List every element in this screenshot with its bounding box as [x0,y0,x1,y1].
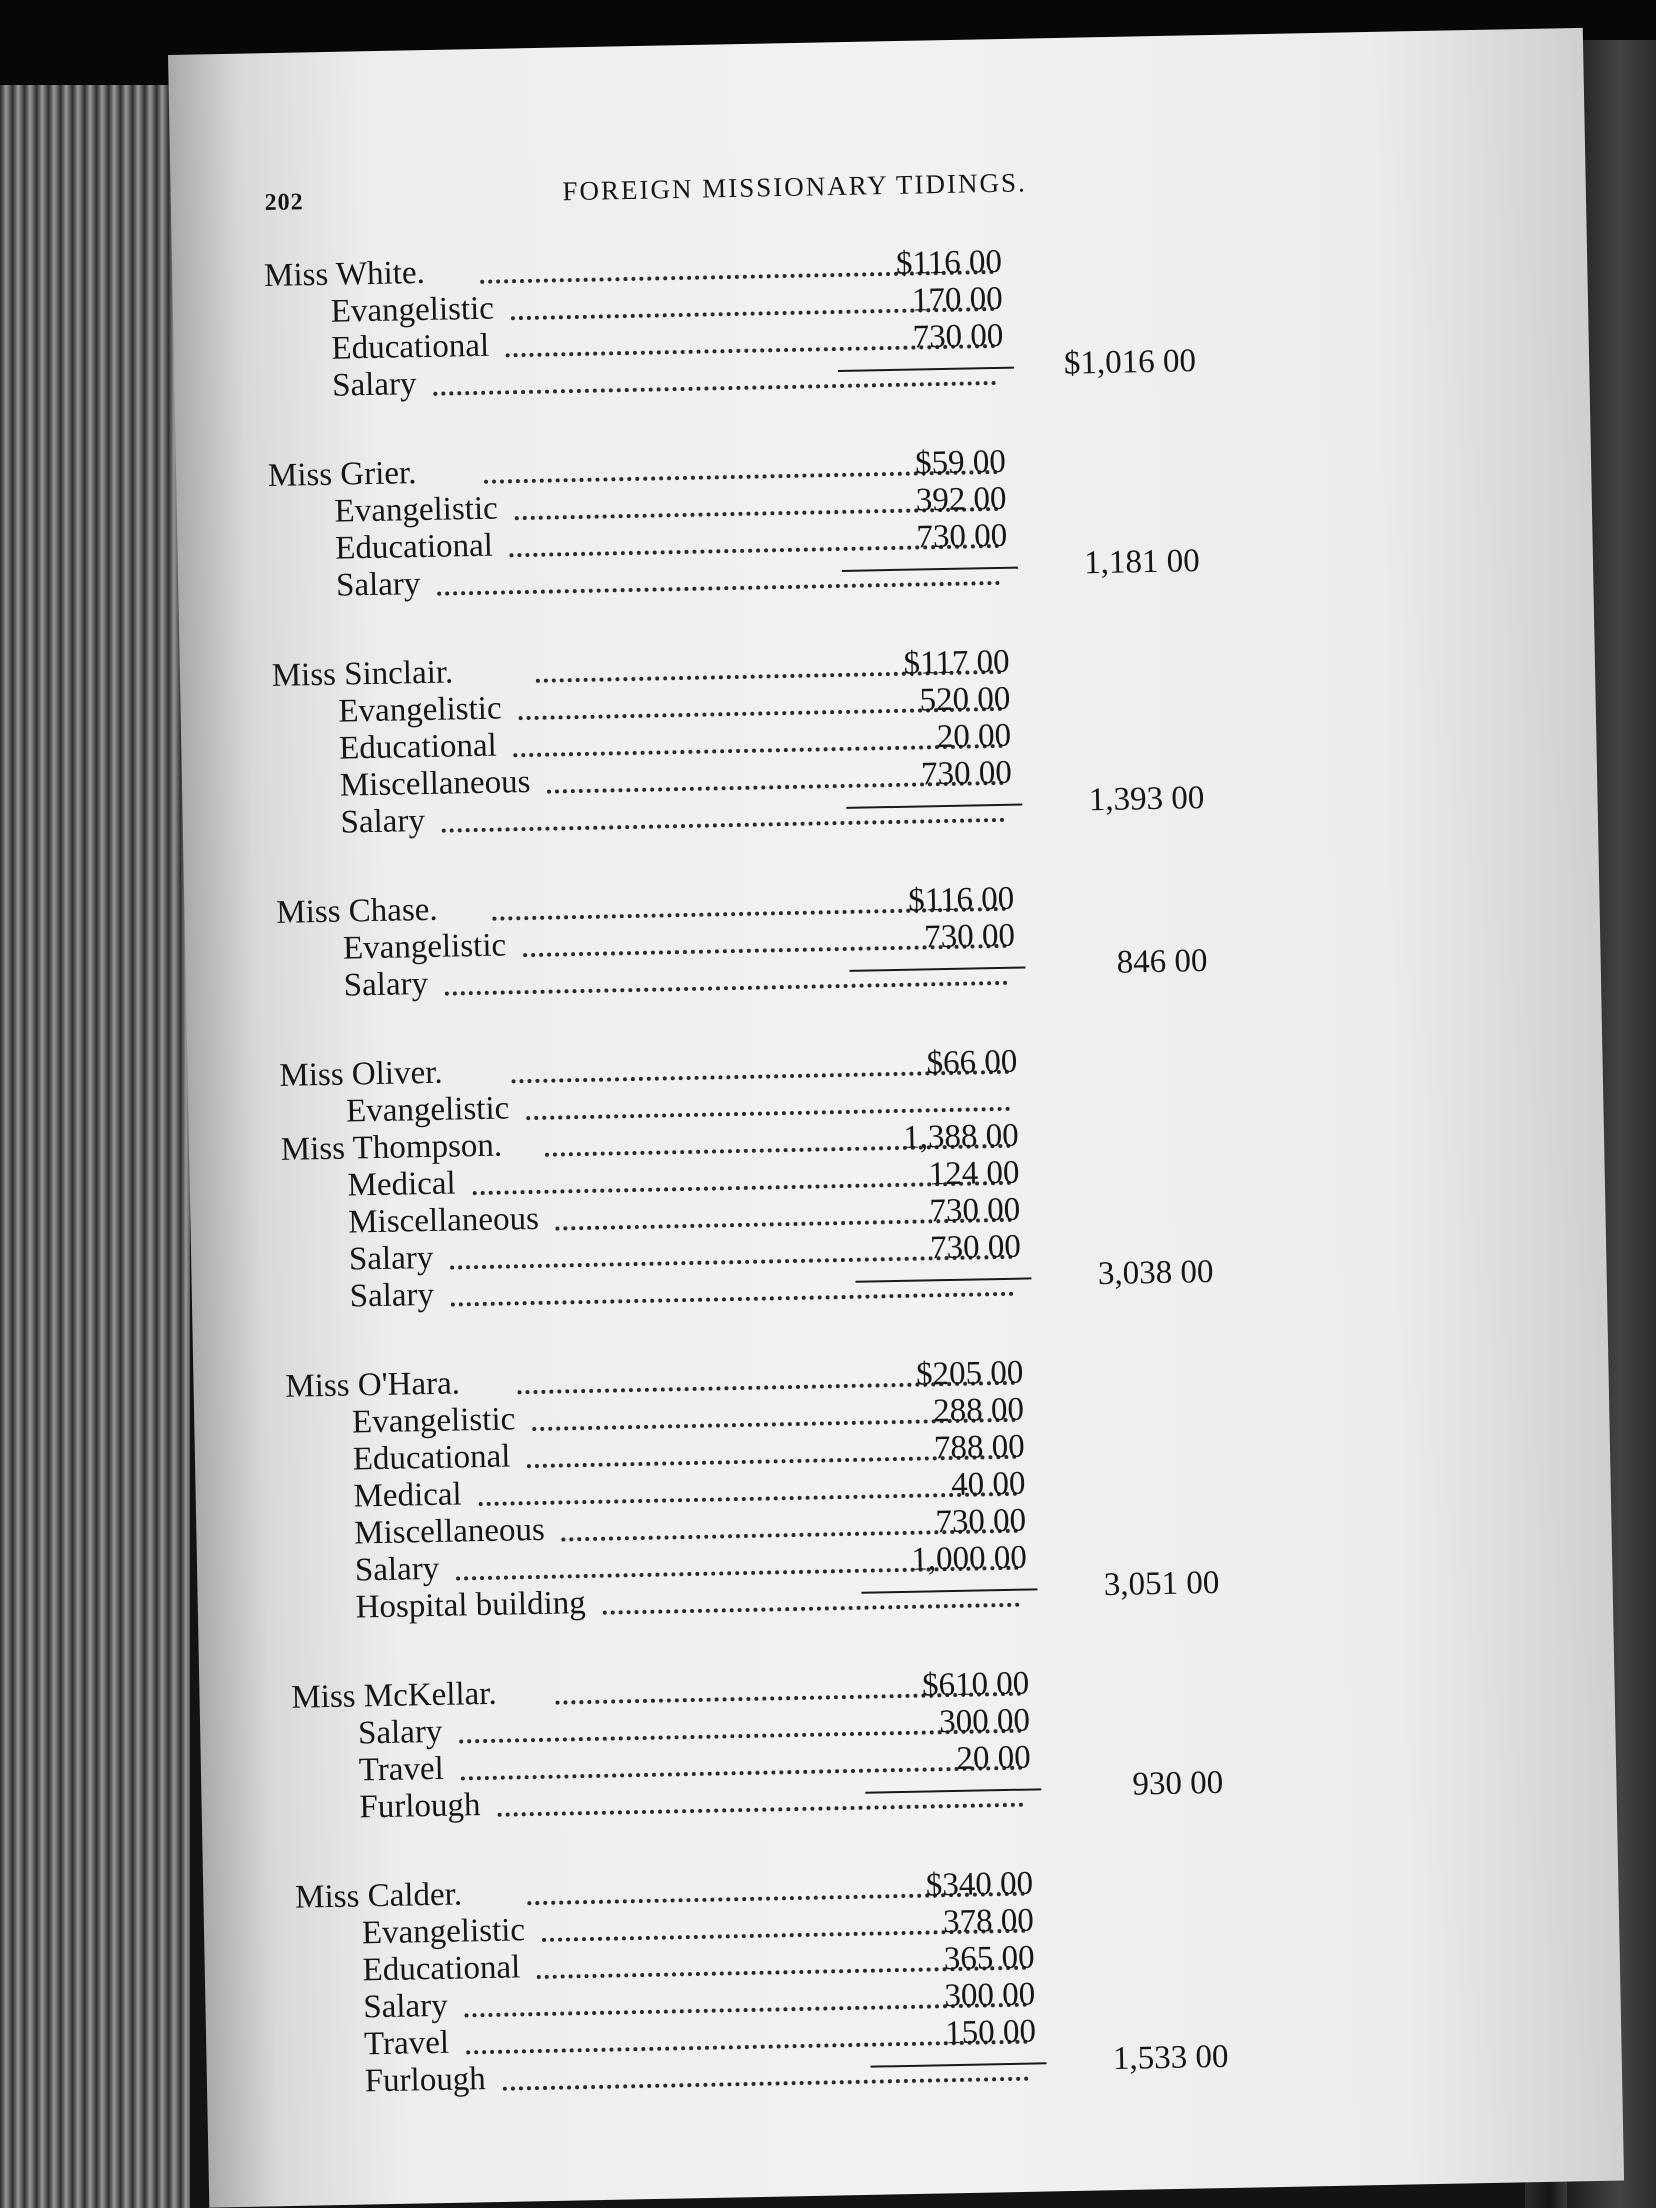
expense-category: Educational [362,1949,521,1989]
ledger-entry [291,1657,1494,1828]
amount: 300 00 [938,1702,1031,1741]
amount: $205 00 [915,1354,1024,1393]
amount: $610 00 [921,1665,1030,1704]
expense-category: Salary [331,366,417,404]
subtotal-rule [838,367,1014,372]
amount: 730 00 [916,517,1008,556]
dot-leader [503,2073,1029,2091]
expense-category: Medical [353,1476,462,1515]
entry-total: $1,016 00 [1063,343,1197,382]
amount: 378 00 [942,1902,1035,1941]
expense-category: Educational [331,327,490,367]
subtotal-rule [850,966,1026,971]
expense-category: Salary [357,1713,443,1752]
dot-leader [497,1799,1023,1817]
expense-category: Salary [348,1239,434,1278]
amount: 365 00 [943,1939,1035,1978]
expense-category: Evangelistic [345,1090,510,1130]
expense-category: Furlough [364,2061,487,2100]
amount: 150 00 [944,2013,1037,2052]
amount: 730 00 [923,917,1016,956]
missionary-name: Miss Calder. [294,1876,463,1916]
amount: 288 00 [932,1391,1025,1430]
missionary-name: Miss Grier. [267,455,417,494]
expense-category: Miscellaneous [353,1511,546,1552]
ledger-entry [268,435,1471,606]
dot-leader [451,1288,1014,1307]
expense-category: Educational [334,527,494,567]
missionary-name: Miss McKellar. [291,1675,498,1716]
dot-leader [513,740,1003,757]
amount: $340 00 [925,1865,1034,1904]
expense-category: Salary [335,566,421,604]
amount: 730 00 [929,1191,1021,1230]
expense-category: Evangelistic [342,927,507,967]
page-edges [0,85,190,2208]
subtotal-rule [855,1277,1031,1282]
expense-category: Evangelistic [330,290,495,330]
dot-leader [526,1103,1010,1120]
amount: 1,388 00 [902,1117,1020,1156]
page-content [262,145,1500,2154]
missionary-name: Miss Thompson. [280,1127,503,1168]
entry-total: 846 00 [1116,943,1208,981]
amount: 170 00 [911,280,1003,319]
ledger-entry [271,635,1474,843]
amount: $117 00 [903,643,1010,682]
expense-category: Salary [362,1987,448,2026]
expense-category: Evangelistic [338,690,502,730]
entry-total: 3,051 00 [1103,1564,1220,1604]
missionary-name: Miss White. [263,254,426,294]
amount: 730 00 [935,1502,1027,1541]
entry-total: 3,038 00 [1097,1253,1214,1293]
amount: 40 00 [950,1465,1026,1504]
page-number: 202 [264,189,304,216]
expense-category: Travel [363,2024,450,2063]
missionary-name: Miss O'Hara. [285,1365,461,1405]
dot-leader [442,814,1005,833]
amount: $116 00 [895,243,1003,282]
expense-category: Educational [352,1438,511,1478]
dot-leader [433,377,996,396]
expense-category: Evangelistic [351,1401,516,1441]
dot-leader [602,1599,1019,1615]
amount: 20 00 [936,717,1012,756]
subtotal-rule [861,1588,1037,1593]
missionary-name: Miss Sinclair. [271,654,454,694]
expense-category: Evangelistic [361,1912,526,1952]
expense-category: Evangelistic [334,490,499,530]
ledger-entry [295,1857,1499,2102]
expense-category: Salary [340,802,426,841]
entry-total: 1,181 00 [1083,543,1201,582]
subtotal-rule [842,567,1018,572]
amount: 20 00 [956,1739,1032,1777]
ledger-entry [285,1346,1490,1628]
amount: 788 00 [933,1428,1026,1467]
expense-category: Salary [343,965,429,1004]
dot-leader [445,977,1008,996]
ledger-entry [276,872,1478,1006]
expense-category: Medical [347,1165,457,1204]
entry-total: 1,393 00 [1088,780,1205,819]
entry-total: 1,533 00 [1112,2038,1229,2078]
expense-category: Educational [338,727,498,767]
amount: $116 00 [907,880,1015,919]
running-title: FOREIGN MISSIONARY TIDINGS. [562,167,1028,207]
dot-leader [437,577,1000,596]
subtotal-rule [846,804,1022,809]
ledger-entries [264,235,1499,2102]
expense-category: Travel [358,1750,445,1789]
amount: 730 00 [929,1228,1022,1267]
ledger-entry [264,235,1467,406]
expense-category: Hospital building [355,1585,587,1626]
amount: $59 00 [914,443,1007,482]
entry-total: 930 00 [1132,1764,1224,1803]
expense-category: Salary [349,1276,435,1315]
ledger-entry [281,1109,1484,1317]
amount: 1,000 00 [910,1539,1028,1578]
amount: 300 00 [944,1976,1036,2015]
expense-category: Miscellaneous [339,763,531,804]
expense-category: Furlough [359,1787,481,1826]
amount: 392 00 [915,480,1007,519]
expense-category: Salary [354,1550,440,1589]
amount: 730 00 [920,754,1013,793]
amount: 520 00 [919,680,1011,719]
expense-category: Miscellaneous [347,1200,540,1241]
subtotal-rule [865,1788,1041,1793]
missionary-name: Miss Chase. [275,891,438,931]
amount: $66 00 [926,1043,1018,1082]
missionary-name: Miss Oliver. [279,1054,443,1094]
amount: 730 00 [912,317,1004,356]
subtotal-rule [871,2062,1047,2067]
amount: 124 00 [928,1154,1020,1193]
